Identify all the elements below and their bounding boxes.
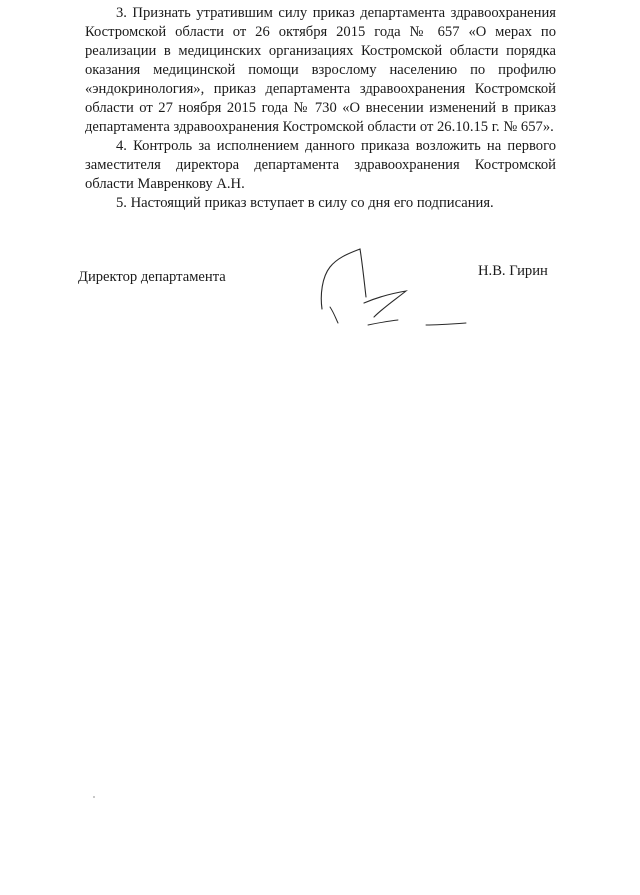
handwritten-signature bbox=[308, 247, 478, 337]
signature-block bbox=[78, 263, 558, 343]
scan-speck bbox=[93, 796, 95, 798]
paragraph-3: 3. Признать утратившим силу приказ департамента здравоохранения Костромской области от 26 октября 2015 года № 657 «О мерах по реализации в медицинских организациях Костромской области порядка оказания медицинской помощи взрослому населению по профилю «эндокринология», приказ департамента здравоохранения Костромской области от 27 ноября 2015 года № 730 «О внесении изменений в приказ департамента здравоохранения Костромской области от 26.10.15 г. № 657». bbox=[85, 5, 556, 135]
paragraph-4: 4. Контроль за исполнением данного приказа возложить на первого заместителя директора департамента здравоохранения Костромской области Мавренкову А.Н. bbox=[85, 138, 556, 192]
paragraph-5: 5. Настоящий приказ вступает в силу со дня его подписания. bbox=[116, 195, 494, 211]
signer-name: Н.В. Гирин bbox=[478, 263, 548, 279]
signer-title: Директор департамента bbox=[78, 269, 226, 285]
document-body bbox=[85, 4, 556, 213]
